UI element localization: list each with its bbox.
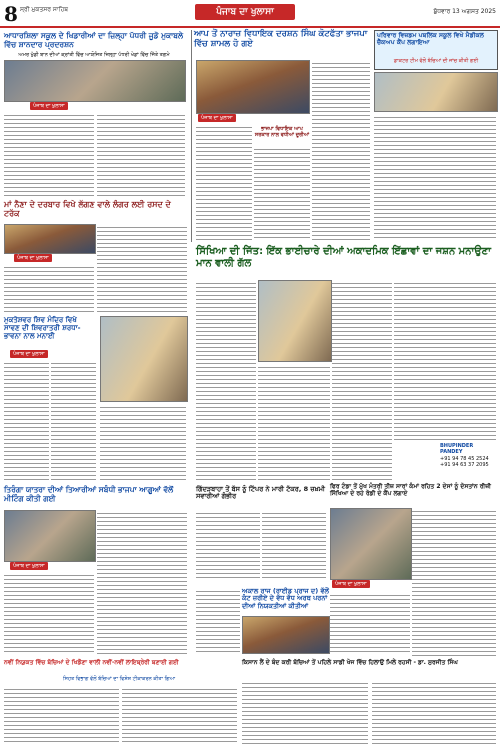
issue-date: ਬੁੱਧਵਾਰ 13 ਅਗਸਤ 2025 — [433, 8, 496, 15]
tractor-photo — [242, 616, 330, 654]
bottom-left-subhead: ਸਿਹਤ ਵਿਭਾਗ ਵੱਲੋਂ ਬੱਚਿਆਂ ਦਾ ਵਿਸ਼ੇਸ਼ ਟੀਕਾਕਰਨ ਕੀਤਾ ਗਿਆ — [62, 676, 176, 682]
mla-body-2 — [254, 146, 310, 240]
mother-photo — [4, 224, 96, 254]
bottom-left-body-2 — [122, 686, 237, 744]
temple-body-3 — [100, 404, 186, 480]
mla-tag: ਪੰਜਾਬ ਦਾ ਖੁਲਾਸਾ — [198, 114, 236, 122]
mother-body-left — [4, 264, 94, 312]
contact-phone-2: +91 94 63 37 2095 — [440, 461, 489, 468]
drugs-body-1 — [196, 510, 260, 580]
page-header — [0, 0, 500, 28]
kisan-body-1 — [242, 680, 368, 744]
mother-tag: ਪੰਜਾਬ ਦਾ ਖੁਲਾਸਾ — [14, 254, 52, 262]
contact-phone-1: +91 94 78 45 2524 — [440, 455, 489, 462]
education-body-1 — [196, 280, 256, 480]
school-body-left — [4, 112, 94, 198]
health-photo — [330, 508, 412, 580]
health-tag: ਪੰਜਾਬ ਦਾ ਖੁਲਾਸਾ — [332, 580, 370, 588]
school-body-right — [97, 112, 185, 198]
mother-headline: ਮਾਂ ਨੈਣਾ ਦੇ ਦਰਬਾਰ ਵਿਖੇ ਲੱਗਣ ਵਾਲੇ ਲੰਗਰ ਲਈ ਰਸਦ ਦੇ ਟਰੱਕ — [4, 200, 171, 219]
tractor-body — [196, 588, 240, 654]
public-school-headline: ਪਰਿਵਾਰ ਵਿਜ਼ਡਮ ਪਬਲਿਕ ਸਕੂਲ ਵਿਖੇ ਮੈਡੀਕਲ ਚੈੱਕਅਪ ਕੈਂਪ ਲਗਾਇਆ — [377, 32, 484, 47]
contact-box — [440, 444, 496, 482]
public-school-body — [374, 114, 496, 240]
page-number: 8 — [4, 2, 18, 26]
school-photo — [4, 60, 186, 102]
tiranga-headline: ਤਿਰੰਗਾ ਯਾਤਰਾ ਦੀਆਂ ਤਿਆਰੀਆਂ ਸਬੰਧੀ ਭਾਜਪਾ ਆਗੂਆਂ ਵੱਲੋਂ ਮੀਟਿੰਗ ਕੀਤੀ ਗਈ — [4, 485, 174, 503]
kisan-body-2 — [372, 680, 496, 744]
tiranga-tag: ਪੰਜਾਬ ਦਾ ਖੁਲਾਸਾ — [10, 562, 48, 570]
mla-body-3 — [312, 60, 370, 240]
temple-photo — [100, 316, 188, 402]
bottom-left-body-1 — [4, 686, 119, 744]
column-divider — [191, 30, 192, 242]
health-headline: ਫਿਰ ਟੰਡਾ ਤੋਂ ਮੁੱਖ ਮੰਤਰੀ ਤੀਜ਼ ਸਾਰਾਂ ਕੰਮਾਂ ਰਹਿਤ 2 ਦੇਸਾਂ ਨੂੰ ਦੋਸਤਾਂਨ ਰੀਜ਼ੀ ਸਿੱਖਿਆ ਦੇ ਰਹੇ ਰੋਡੀ ਦੇ ਕੈਂਪ ਲਗਾਏ — [330, 483, 491, 497]
mla-quote: ਭਾਜਪਾ ਵਿਧਾਇਕ ਆਪ ਸਰਕਾਰ ਨਾਲ ਵਧੀਆਂ ਦੂਰੀਆਂ — [254, 126, 310, 138]
temple-tag: ਪੰਜਾਬ ਦਾ ਖੁਲਾਸਾ — [10, 350, 48, 358]
drugs-body-2 — [262, 510, 326, 580]
mother-body-right — [97, 224, 187, 312]
temple-body-1 — [4, 360, 49, 480]
masthead: ਪੰਜਾਬ ਦਾ ਖੁਲਾਸਾ — [195, 4, 295, 20]
education-body-2 — [258, 364, 330, 480]
school-tag: ਪੰਜਾਬ ਦਾ ਖੁਲਾਸਾ — [30, 102, 68, 110]
temple-body-2 — [51, 360, 96, 480]
tiranga-photo — [4, 510, 96, 562]
public-school-subhead: ਡਾਕਟਰ ਟੀਮ ਵੱਲੋਂ ਬੱਚਿਆਂ ਦੀ ਜਾਂਚ ਕੀਤੀ ਗਈ — [393, 58, 479, 64]
tiranga-body-right — [97, 510, 187, 654]
mla-photo — [196, 60, 310, 114]
school-subhead: ਅਮਰ ਖੁੱਡੀ ਬਾਨ ਦੀਆਂ ਕ੍ਰਾਂਤੀ ਵਿੱਚ ਆਯੋਜਿਤ ਜ਼ਿਲ੍ਹਾ ਪੱਧਰੀ ਖੇਡਾਂ ਵਿੱਚ ਜਿੱਤੇ ਤਗਮੇ — [18, 52, 170, 58]
drugs-headline: ਗਿੱਦੜਬਾਹਾ ਤੋਂ ਬੱਸ ਨੂੰ ਟਿੱਪਰ ਨੇ ਮਾਰੀ ਟੱਕਰ, 8 ਜ਼ਖ਼ਮੀ ਸਵਾਰੀਆਂ ਗੰਭੀਰ — [196, 485, 325, 501]
education-photo — [258, 280, 332, 362]
brand-label: ਸ੍ਰੀ ਮੁਕਤਸਰ ਸਾਹਿਬ — [20, 6, 69, 13]
bottom-left-headline: ਨਵੀਂ ਨਿਯੁਕਤ ਵਿੱਚ ਬੱਚਿਆਂ ਦੇ ਖਿਡੌਣਾ ਵਾਲੀ ਨਵੀਂ-ਨਵੀਂ ਲਾਇਬ੍ਰੇਰੀ ਬਣਾਈ ਗਈ — [4, 659, 179, 666]
education-headline: ਸਿੱਖਿਆ ਦੀ ਜਿੱਤ: ਇੱਕ ਭਾਈਚਾਰੇ ਦੀਆਂ ਅਕਾਦਮਿਕ ਇੱਛਾਵਾਂ ਦਾ ਜਸ਼ਨ ਮਨਾਉਣਾ ਮਾਨ ਵਾਲੀ ਗੱਲ — [196, 246, 491, 269]
tractor-body-2 — [330, 592, 410, 654]
education-body-3 — [332, 280, 392, 480]
education-body-4 — [394, 280, 496, 440]
contact-name: BHUPINDER PANDEY — [440, 443, 474, 455]
mla-body-1 — [196, 124, 252, 240]
temple-headline: ਮੁਕਤੇਸ਼ਵਰ ਸ਼ਿਵ ਮੰਦਿਰ ਵਿਖੇ ਸਾਵਣ ਦੀ ਸ਼ਿਵਰਾਤਰੀ ਸ਼ਰਧਾ-ਭਾਵਨਾ ਨਾਲ ਮਨਾਈ — [4, 316, 81, 341]
tractor-headline: ਅਕਾਲ ਰਾਜ (ਰਾਈਡ ਪ੍ਰਾਜ ਦ) ਵੱਲੋਂ ਕੰਟ ਜ਼ਰੀਏ ਦੇ ਵੱਧ ਵੱਧ ਅਰਥ ਪਰਨਾਂ ਦੀਆਂ ਨਿਯਕਤੀਆਂ ਕੀਤੀਆਂ — [242, 587, 329, 610]
public-school-photo — [374, 72, 498, 112]
health-body — [412, 508, 496, 658]
mla-headline: ਆਪ ਤੋਂ ਨਾਰਾਜ਼ ਵਿਧਾਇਕ ਦਰਸ਼ਨ ਸਿੰਘ ਕੋਟਫੱਤਾ ਭਾਜਪਾ ਵਿੱਚ ਸ਼ਾਮਲ ਹੋ ਗਏ — [194, 29, 368, 49]
kisan-headline: ਕਿਸਾਨ ਲੈਂ ਦੇ ਬੰਦ ਕਰੀ ਬੱਚਿਆਂ ਤੋਂ ਪਹਿਲੇ ਸਾਡੀ ਖੋਜ ਵਿੱਚ ਹਿਲਾਉ ਮਿਲੇ ਰਹਸੀ - ਡਾ. ਸੁਰਜੀਤ ਸਿੰਘ — [242, 659, 458, 666]
school-headline: ਆਧਾਰਸ਼ਿਲਾ ਸਕੂਲ ਦੇ ਖਿਡਾਰੀਆਂ ਦਾ ਜ਼ਿਲ੍ਹਾ ਪੱਧਰੀ ਜੂਡੋ ਮੁਕਾਬਲੇ ਵਿੱਚ ਸ਼ਾਨਦਾਰ ਪ੍ਰਦਰਸ਼ਨ — [4, 31, 184, 49]
tiranga-body-left — [4, 572, 94, 654]
